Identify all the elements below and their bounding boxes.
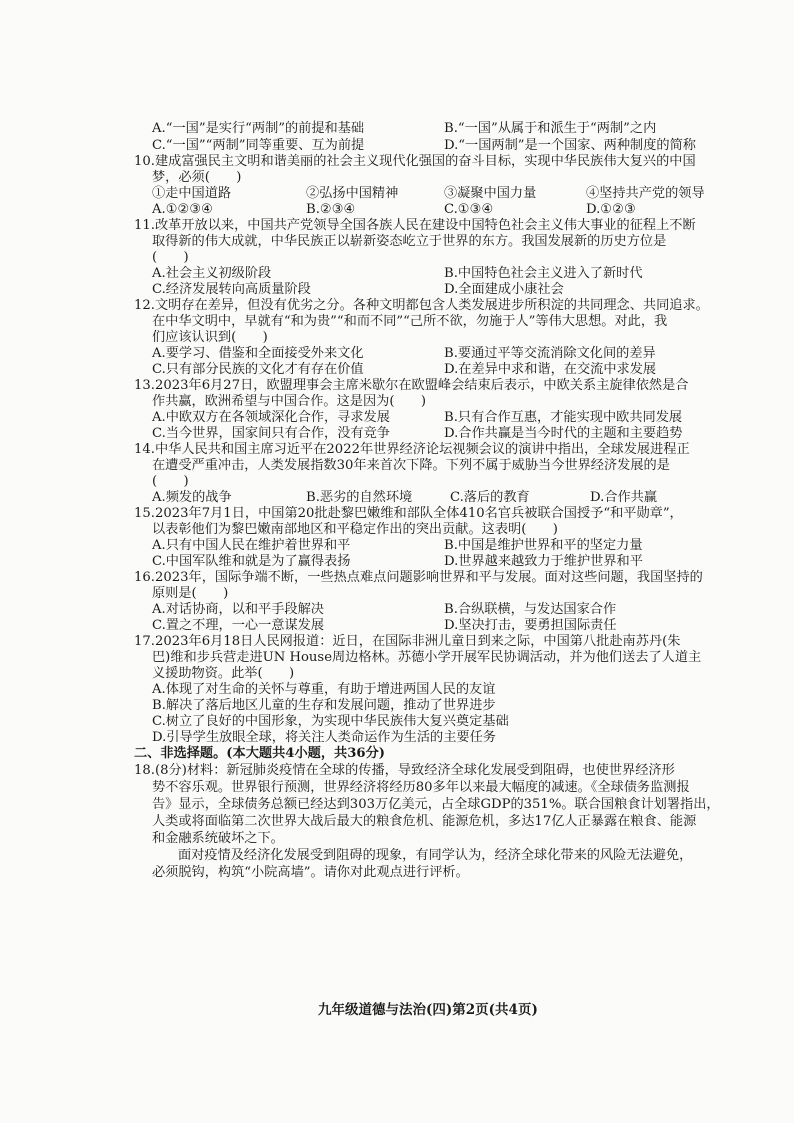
q17-option-c: C.树立了良好的中国形象，为实现中华民族伟大复兴奠定基础 [152,714,509,729]
q11-option-a: A.社会主义初级阶段 [152,266,272,281]
q13-option-d: D.合作共赢是当今时代的主题和主要趋势 [444,426,683,441]
section-heading: 二、非选择题。(本大题共4小题，共36分) [134,746,386,761]
q16-option-a: A.对话协商，以和平手段解决 [152,602,324,617]
q14-option-d: D.合作共赢 [590,490,658,505]
q15-option-a: A.只有中国人民在维护着世界和平 [152,538,351,553]
q9-option-b: B.“一国”从属于和派生于“两制”之内 [444,121,657,136]
q13-option-c: C.当今世界，国家间只有合作，没有竞争 [152,426,390,441]
q17-stem-2: 巴)维和步兵营走进UN House周边格林。苏德小学开展军民协调活动，并为他们送去了人道主 [152,650,702,665]
q15-stem-1: 15.2023年7月1日，中国第20批赴黎巴嫩维和部队全体410名官兵被联合国授予“和平勋章”， [134,506,683,521]
q9-option-c: C.“一国”“两制”同等重要、互为前提 [152,138,365,153]
q14-stem-1: 14.中华人民共和国主席习近平在2022年世界经济论坛视频会议的演讲中指出，全球发展进程正 [134,442,690,457]
q15-option-b: B.中国是维护世界和平的坚定力量 [444,538,643,553]
q11-option-c: C.经济发展转向高质量阶段 [152,282,311,297]
q11-stem-2: 取得新的伟大成就，中华民族正以崭新姿态屹立于世界的东方。我国发展新的历史方位是 [152,234,667,249]
q17-option-b: B.解决了落后地区儿童的生存和发展问题，推动了世界进步 [152,698,496,713]
q10-stem-2: 梦，必须( ) [152,170,242,185]
q17-stem-1: 17.2023年6月18日人民网报道：近日，在国际非洲儿童日到来之际，中国第八批赴南苏丹(朱 [134,634,681,649]
q16-option-b: B.合纵联横，与发达国家合作 [444,602,617,617]
q14-option-a: A.频发的战争 [152,490,232,505]
q16-stem-2: 原则是( ) [152,586,229,601]
q11-option-b: B.中国特色社会主义进入了新时代 [444,266,643,281]
q12-option-d: D.在差异中求和谐，在交流中求发展 [444,362,657,377]
q14-option-b: B.恶劣的自然环境 [306,490,413,505]
q12-stem-3: 们应该认识到( ) [152,330,268,345]
q18-line-1: 18.(8分)材料：新冠肺炎疫情在全球的传播，导致经济全球化发展受到阻碍，也使世界经济形 [134,763,675,778]
q16-option-d: D.坚决打击，要勇担国际责任 [444,618,617,633]
q14-stem-2: 在遭受严重冲击，人类发展指数30年来首次下降。下列不属于威胁当今世界经济发展的是 [152,458,670,473]
q18-line-7: 必须脱钩，构筑“小院高墙”。请你对此观点进行评析。 [152,865,469,880]
q14-option-c: C.落后的教育 [450,490,530,505]
q15-option-d: D.世界越来越致力于维护世界和平 [444,554,643,569]
q10-option-a: A.①②③④ [152,202,214,217]
q9-option-a: A.“一国”是实行“两制”的前提和基础 [152,121,365,136]
q18-line-5: 和金融系统破坏之下。 [152,831,284,846]
q17-stem-3: 义援助物资。此举( ) [152,666,295,681]
q13-stem-1: 13.2023年6月27日，欧盟理事会主席米歇尔在欧盟峰会结束后表示，中欧关系主旋律依然是合 [134,378,689,393]
q10-option-b: B.②③④ [306,202,356,217]
q10-option-c: C.①③④ [444,202,494,217]
q16-stem-1: 16.2023年，国际争端不断，一些热点难点问题影响世界和平与发展。面对这些问题，我国坚持的 [134,570,703,585]
q15-stem-2: 以表彰他们为黎巴嫩南部地区和平稳定作出的突出贡献。这表明( ) [152,522,558,537]
q15-option-c: C.中国军队维和就是为了赢得表扬 [152,554,351,569]
q18-line-3: 告》显示，全球债务总额已经达到303万亿美元，占全球GDP的351%。联合国粮食计划署指出， [152,797,720,812]
q11-stem-3: ( ) [152,250,189,265]
page-footer: 九年级道德与法治(四)第2页(共4页) [318,1002,538,1018]
q18-line-6: 面对疫情及经济化发展受到阻碍的现象，有同学认为，经济全球化带来的风险无法避免， [178,848,693,863]
q13-stem-2: 作共赢，欧洲希望与中国合作。这是因为( ) [152,394,427,409]
q12-stem-2: 在中华文明中，早就有“和为贵”“和而不同”“己所不欲，勿施于人”等伟大思想。对此，我 [152,314,668,329]
q9-option-d: D.“一国两制”是一个国家、两种制度的简称 [444,138,696,153]
q18-line-4: 人类或将面临第二次世界大战后最大的粮食危机、能源危机，多达17亿人正暴露在粮食、能源 [152,814,697,829]
q12-option-c: C.只有部分民族的文化才有存在价值 [152,362,364,377]
q16-option-c: C.置之不理，一心一意谋发展 [152,618,325,633]
q18-line-2: 势不容乐观。世界银行预测，世界经济将经历80多年以来最大幅度的减速。《全球债务监测报 [152,780,690,795]
q12-stem-1: 12.文明存在差异，但没有优劣之分。各种文明都包含人类发展进步所积淀的共同理念、共同追求。 [134,298,709,313]
q10-item-3: ③凝聚中国力量 [444,186,537,201]
q10-option-d: D.①②③ [586,202,636,217]
q17-option-d: D.引导学生放眼全球，将关注人类命运作为生活的主要任务 [152,730,496,745]
q13-option-a: A.中欧双方在各领域深化合作，寻求发展 [152,410,390,425]
q12-option-a: A.要学习、借鉴和全面接受外来文化 [152,346,364,361]
q10-item-4: ④坚持共产党的领导 [586,186,705,201]
q14-stem-3: ( ) [152,474,189,489]
q11-option-d: D.全面建成小康社会 [444,282,564,297]
q10-stem-1: 10.建成富强民主文明和谐美丽的社会主义现代化强国的奋斗目标，实现中华民族伟大复兴的中国 [134,154,696,169]
q12-option-b: B.要通过平等交流消除文化间的差异 [444,346,656,361]
q17-option-a: A.体现了对生命的关怀与尊重，有助于增进两国人民的友谊 [152,682,496,697]
q13-option-b: B.只有合作互惠，才能实现中欧共同发展 [444,410,683,425]
q10-item-2: ②弘扬中国精神 [306,186,399,201]
q10-item-1: ①走中国道路 [152,186,232,201]
q11-stem-1: 11.改革开放以来，中国共产党领导全国各族人民在建设中国特色社会主义伟大事业的征程上不断 [134,218,696,233]
